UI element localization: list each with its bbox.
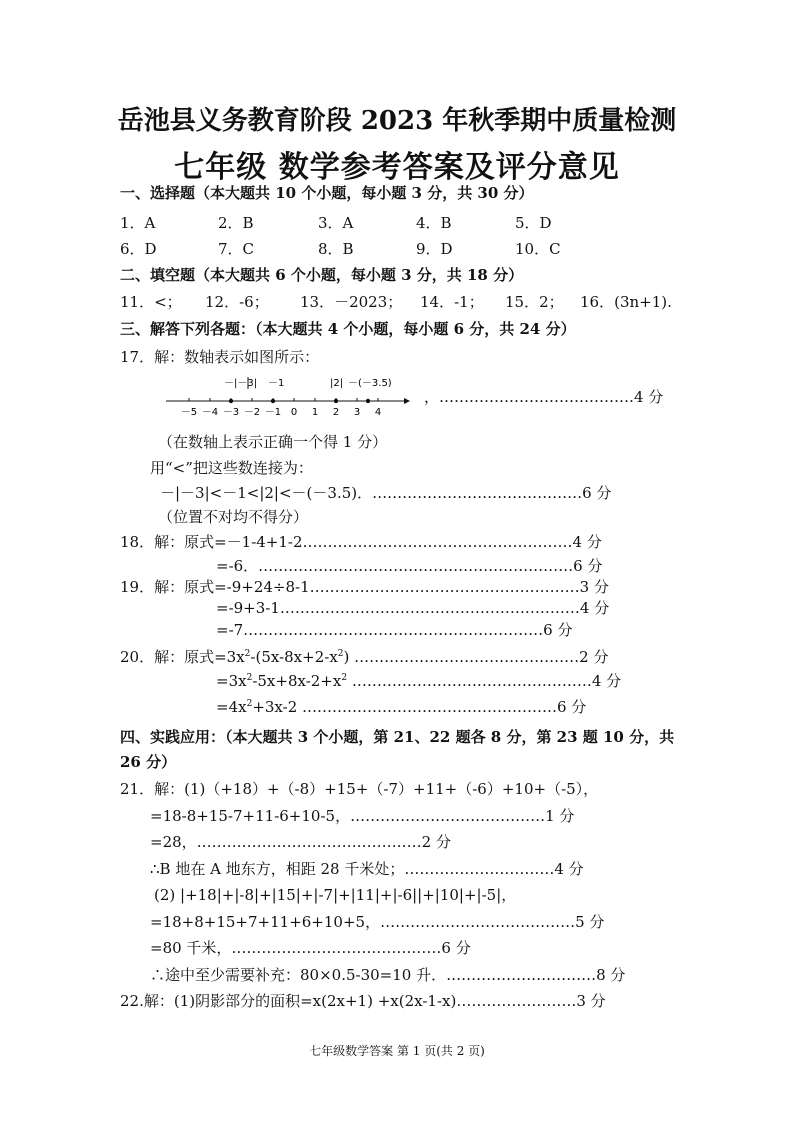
- axis-top-label: －1: [268, 378, 285, 389]
- q17-line-2: （在数轴上表示正确一个得 1 分）: [158, 433, 388, 451]
- number-line-diagram: [160, 372, 420, 422]
- q20-line-1: 20．解：原式$=3x^2-(5x-8x+2-x^2)$ ………………………………………2 分: [120, 648, 609, 666]
- fill-answer: 12．-6；: [205, 293, 269, 311]
- axis-tick-label: 2: [332, 407, 340, 418]
- fill-answer: 16．(3n+1).: [580, 293, 672, 311]
- q22-line-1: 22.解：(1)阴影部分的面积=x(2x+1) +x(2x-1-x)……………………3 分: [120, 992, 606, 1010]
- q19-line-3: =-7……………………………………………………6 分: [216, 621, 573, 639]
- axis-top-label: －(－3.5): [348, 378, 392, 389]
- choice-answer: 1．A: [120, 214, 156, 232]
- choice-answer: 7．C: [218, 240, 255, 258]
- q21-line-5: (2) |+18|+|-8|+|15|+|-7|+|11|+|-6||+|10|+|-5|，: [154, 886, 517, 904]
- section-1-heading: 一、选择题（本大题共 10 个小题，每小题 3 分，共 30 分）: [120, 184, 534, 202]
- axis-tick-label: －1: [264, 407, 282, 418]
- choice-answer: 9．D: [416, 240, 453, 258]
- choice-answer: 2．B: [218, 214, 254, 232]
- q20-line-3: $=4x^2+3x-2$ ……………………………………………6 分: [216, 698, 587, 716]
- axis-point: [229, 399, 233, 403]
- fill-answer: 11．<；: [120, 293, 182, 311]
- axis-tick-label: －3: [222, 407, 240, 418]
- page-title: 岳池县义务教育阶段 2023 年秋季期中质量检测: [117, 106, 677, 136]
- axis-tick-label: 4: [374, 407, 382, 418]
- choice-answer: 8．B: [318, 240, 354, 258]
- q21-line-8: ∴途中至少需要补充：80×0.5-30=10 升．…………………………8 分: [150, 966, 626, 984]
- q21-line-6: =18+8+15+7+11+6+10+5，…………………………………5 分: [150, 913, 605, 931]
- axis-point: [334, 399, 338, 403]
- axis-arrow: [404, 398, 410, 404]
- section-2-heading: 二、填空题（本大题共 6 个小题，每小题 3 分，共 18 分）: [120, 266, 524, 284]
- axis-tick-label: －4: [201, 407, 219, 418]
- q19-line-2: =-9+3-1……………………………………………………4 分: [216, 599, 610, 617]
- choice-answer: 5．D: [515, 214, 552, 232]
- fill-answer: 13．－2023；: [300, 293, 403, 311]
- page-footer: 七年级数学答案 第 1 页(共 2 页): [309, 1044, 485, 1058]
- section-4-heading-line-1: 四、实践应用：（本大题共 3 个小题，第 21、22 题各 8 分，第 23 题 10 分，共: [120, 728, 675, 746]
- axis-point: [271, 399, 275, 403]
- fill-answer: 14．-1；: [420, 293, 484, 311]
- q17-line-1: 17．解：数轴表示如图所示：: [120, 348, 320, 366]
- axis-tick-label: －5: [180, 407, 198, 418]
- q18-line-1: 18．解：原式=－1-4+1-2………………………………………………4 分: [120, 533, 602, 551]
- q20-line-2: $=3x^2-5x+8x-2+x^2$ …………………………………………4 分: [216, 672, 622, 690]
- q17-score-1: ，…………………………………4 分: [424, 388, 664, 406]
- q17-line-4: －|－3|<－1<|2|<－(－3.5)．……………………………………6 分: [160, 484, 612, 502]
- q17-line-5: （位置不对均不得分）: [158, 508, 309, 526]
- q21-line-4: ∴B 地在 A 地东方，相距 28 千米处；…………………………4 分: [150, 860, 584, 878]
- q21-line-3: =28，………………………………………2 分: [150, 833, 451, 851]
- axis-tick-label: 0: [290, 407, 298, 418]
- choice-answer: 10．C: [515, 240, 561, 258]
- axis-tick-label: 1: [311, 407, 319, 418]
- section-4-heading-line-2: 26 分）: [120, 753, 177, 771]
- axis-top-label: |2|: [330, 378, 344, 389]
- q21-line-7: =80 千米，……………………………………6 分: [150, 939, 471, 957]
- fill-answer: 15．2；: [505, 293, 564, 311]
- choice-answer: 3．A: [318, 214, 354, 232]
- q18-line-2: =-6．………………………………………………………6 分: [216, 557, 603, 575]
- choice-answer: 6．D: [120, 240, 157, 258]
- q21-line-1: 21．解：(1)（+18）+（-8）+15+（-7）+11+（-6）+10+（-5），: [120, 780, 599, 798]
- section-3-heading: 三、解答下列各题：（本大题共 4 个小题，每小题 6 分，共 24 分）: [120, 320, 576, 338]
- q21-line-2: =18-8+15-7+11-6+10-5，…………………………………1 分: [150, 807, 575, 825]
- axis-tick-label: －2: [243, 407, 261, 418]
- page-subtitle: 七年级 数学参考答案及评分意见: [174, 150, 620, 185]
- axis-tick-label: 3: [353, 407, 361, 418]
- q17-line-3: 用“<”把这些数连接为：: [150, 459, 313, 477]
- choice-answer: 4．B: [416, 214, 452, 232]
- q19-line-1: 19．解：原式=-9+24÷8-1………………………………………………3 分: [120, 578, 609, 596]
- axis-top-label: －|－3|: [224, 378, 258, 389]
- axis-point: [366, 399, 370, 403]
